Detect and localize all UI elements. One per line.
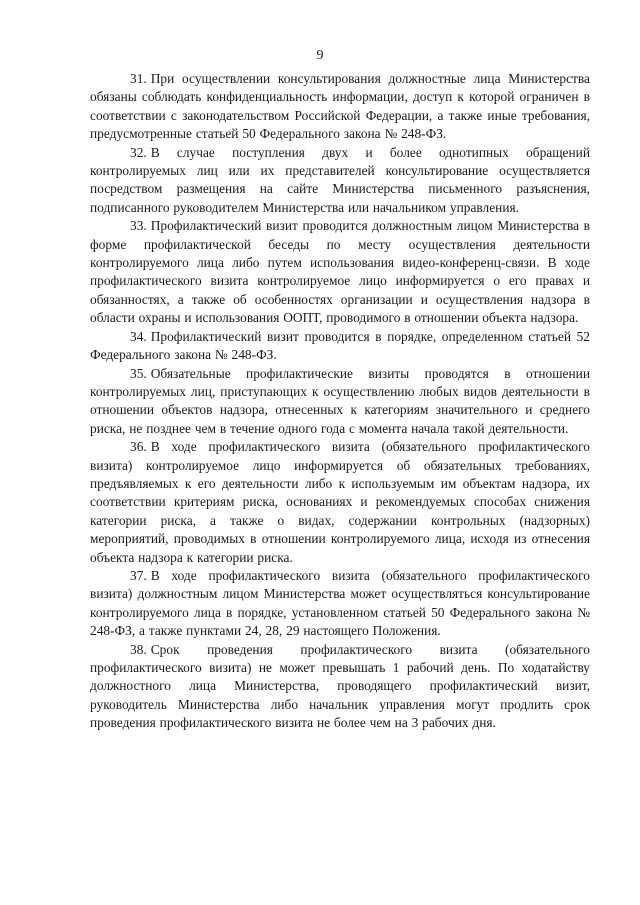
paragraph-36	[90, 438, 590, 567]
paragraph-31	[90, 70, 590, 144]
page-number: 9	[316, 48, 324, 63]
paragraph-text: В ходе профилактического визита (обязательного профилактического визита) должностным лицом Министерства может осуществляться консультирование контролируемого лица в порядке, установленном статьей 50 Федерального закона № 248-ФЗ, а также пунктами 24, 28, 29 настоящего Положения.	[90, 567, 590, 639]
paragraph-text: Профилактический визит проводится должностным лицом Министерства в форме профилактической беседы по месту осуществления деятельности контролируемого лица либо путем использования видео-конференц-связи. В ходе профилактического визита контролируемое лицо информируется о его правах и обязанностях, а также об особенностях организации и осуществления надзора в области охраны и использования ООПТ, проводимого в отношении объекта надзора.	[90, 218, 590, 326]
paragraph-text: Профилактический визит проводится в порядке, определенном статьей 52 Федерального закона № 248-ФЗ.	[90, 328, 590, 363]
paragraph-35	[90, 365, 590, 439]
paragraph-number: 37.	[130, 567, 147, 583]
paragraph-34	[90, 328, 590, 365]
paragraph-37	[90, 567, 590, 641]
paragraph-38	[90, 641, 590, 733]
paragraph-33	[90, 217, 590, 327]
paragraph-32	[90, 144, 590, 218]
paragraph-number: 31.	[130, 71, 147, 86]
paragraph-number: 38.	[130, 641, 147, 657]
paragraph-text: Срок проведения профилактического визита (обязательного профилактического визита) не может превышать 1 рабочий день. По ходатайству должностного лица Министерства, проводящего профилактический визит, руководитель Министерства либо начальник управления могут продлить срок проведения профилактического визита не более чем на 3 рабочих дня.	[90, 641, 590, 731]
document-body	[90, 70, 590, 733]
paragraph-number: 36.	[130, 439, 147, 455]
paragraph-number: 33.	[130, 218, 147, 234]
paragraph-number: 35.	[130, 365, 147, 381]
paragraph-text: Обязательные профилактические визиты проводятся в отношении контролируемых лиц, приступающих к осуществлению любых видов деятельности в отношении объектов надзора, отнесенных к категориям значительного и среднего риска, не позднее чем в течение одного года с момента начала такой деятельности.	[90, 365, 590, 436]
paragraph-text: В ходе профилактического визита (обязательного профилактического визита) контролируемое лицо информируется об обязательных требованиях, предъявляемых к его деятельности либо к используемым им объектам надзора, их соответствии критериям риска, основаниях и рекомендуемых способах снижения категории риска, а также о видах, содержании контрольных (надзорных) мероприятий, проводимых в отношении контролируемого лица, исходя из отнесения объекта надзора к категории риска.	[90, 439, 590, 565]
paragraph-number: 34.	[130, 328, 147, 344]
paragraph-number: 32.	[130, 144, 147, 160]
paragraph-text: В случае поступления двух и более однотипных обращений контролируемых лиц или их представителей консультирование осуществляется посредством размещения на сайте Министерства письменного разъяснения, подписанного руководителем Министерства или начальником управления.	[90, 144, 590, 215]
paragraph-text: При осуществлении консультирования должностные лица Министерства обязаны соблюдать конфиденциальность информации, доступ к которой ограничен в соответствии с законодательством Российской Федерации, а также иные требования, предусмотренные статьей 50 Федерального закона № 248-ФЗ.	[90, 71, 590, 142]
